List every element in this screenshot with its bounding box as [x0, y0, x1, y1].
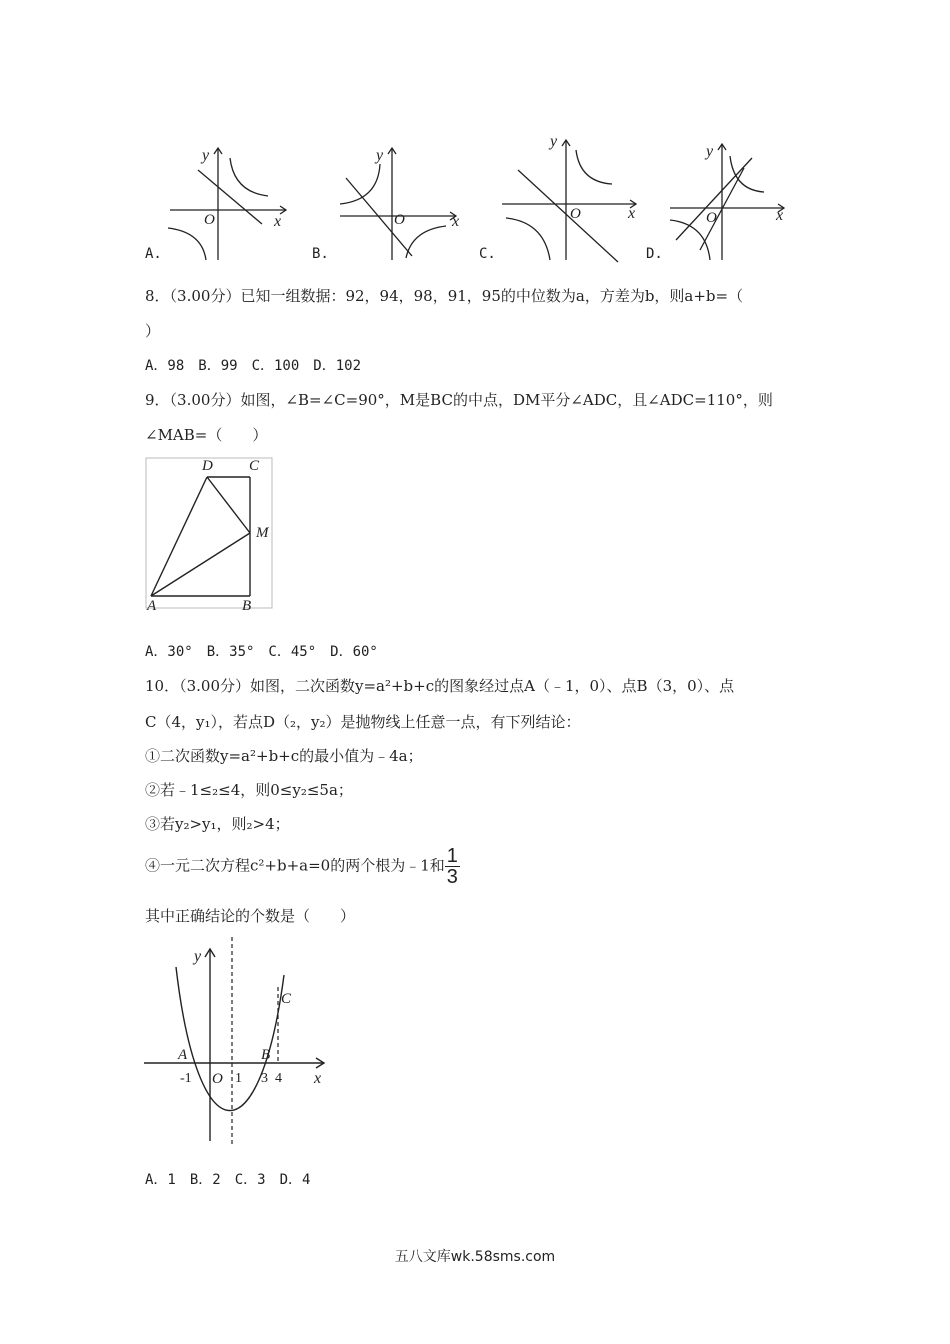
- q7-graph-b-y: y: [376, 147, 384, 164]
- q7-graph-c: [502, 140, 636, 262]
- q7-figure-row: [140, 128, 800, 268]
- q7-graph-b-x: x: [452, 213, 460, 230]
- q7-graph-a-o: O: [204, 212, 215, 228]
- q10-options: A．1 B．2 C．3 D．4: [145, 1172, 311, 1188]
- q10-tick-1: 1: [235, 1071, 242, 1086]
- q10-conclusion-3: ③若y₂>y₁，则₂>4；: [145, 815, 290, 833]
- q10-figure: [140, 935, 340, 1155]
- q10-tick-m1: -1: [180, 1071, 192, 1086]
- q7-graph-a-x: x: [274, 213, 282, 230]
- q10-question: 其中正确结论的个数是（ ）: [145, 907, 356, 925]
- q8-stem-line2: ）: [145, 322, 161, 340]
- q9-label-a: A: [147, 598, 157, 614]
- q9-label-d: D: [202, 458, 213, 474]
- q7-label-d: D.: [646, 246, 663, 262]
- q10-label-a: A: [178, 1047, 188, 1063]
- q10-fraction-num: 1: [446, 845, 458, 867]
- q10-fraction-den: 3: [446, 866, 458, 888]
- q10-label-o: O: [212, 1071, 223, 1087]
- q8-stem-line1: 8．（3.00分）已知一组数据：92，94，98，91，95的中位数为a，方差为b，则a+b=（: [145, 287, 744, 305]
- q7-graph-b: [340, 148, 456, 260]
- q9-stem-line1: 9．（3.00分）如图，∠B=∠C=90°，M是BC的中点，DM平分∠ADC，且∠ADC=110°，则: [145, 391, 773, 409]
- q7-graph-d-y: y: [706, 143, 714, 160]
- q10-label-x: x: [314, 1070, 322, 1087]
- q7-label-b: B.: [312, 246, 329, 262]
- q7-graph-d-o: O: [706, 210, 717, 226]
- q10-stem-line2: C（4，y₁），若点D（₂，y₂）是抛物线上任意一点，有下列结论：: [145, 713, 581, 731]
- q7-label-a: A.: [145, 246, 162, 262]
- q7-graph-a-y: y: [202, 147, 210, 164]
- q7-label-c: C.: [479, 246, 496, 262]
- q7-graph-d: [670, 144, 784, 260]
- q7-graph-c-o: O: [570, 206, 581, 222]
- q7-graph-c-x: x: [628, 205, 636, 222]
- q10-conclusion-4: [145, 846, 460, 887]
- q9-figure: [145, 455, 280, 615]
- q10-fraction: [445, 846, 460, 887]
- q8-options: A．98 B．99 C．100 D．102: [145, 358, 362, 374]
- q7-graph-c-y: y: [550, 133, 558, 150]
- q10-label-y: y: [194, 948, 202, 965]
- q9-stem-line2: ∠MAB=（ ）: [145, 426, 268, 444]
- q10-conclusion-4-text: ④一元二次方程c²+b+a=0的两个根为﹣1和: [145, 856, 445, 875]
- q10-conclusion-2: ②若﹣1≤₂≤4，则0≤y₂≤5a；: [145, 781, 353, 799]
- q7-graph-d-x: x: [776, 207, 784, 224]
- q10-label-b: B: [261, 1047, 271, 1063]
- q7-graph-a: [168, 148, 286, 260]
- q10-stem-line1: 10．（3.00分）如图，二次函数y=a²+b+c的图象经过点A（﹣1，0）、点B（3，0）、点: [145, 677, 735, 695]
- q9-label-c: C: [249, 458, 260, 474]
- q9-label-m: M: [256, 525, 269, 541]
- footer-watermark: 五八文库wk.58sms.com: [394, 1249, 556, 1265]
- q10-label-c: C: [281, 991, 292, 1007]
- q10-tick-4: 4: [275, 1071, 282, 1086]
- q9-label-b: B: [242, 598, 252, 614]
- q10-conclusion-1: ①二次函数y=a²+b+c的最小值为﹣4a；: [145, 747, 423, 765]
- q7-graph-b-o: O: [394, 212, 405, 228]
- q9-options: A．30° B．35° C．45° D．60°: [145, 644, 378, 660]
- q10-tick-3: 3: [261, 1071, 268, 1086]
